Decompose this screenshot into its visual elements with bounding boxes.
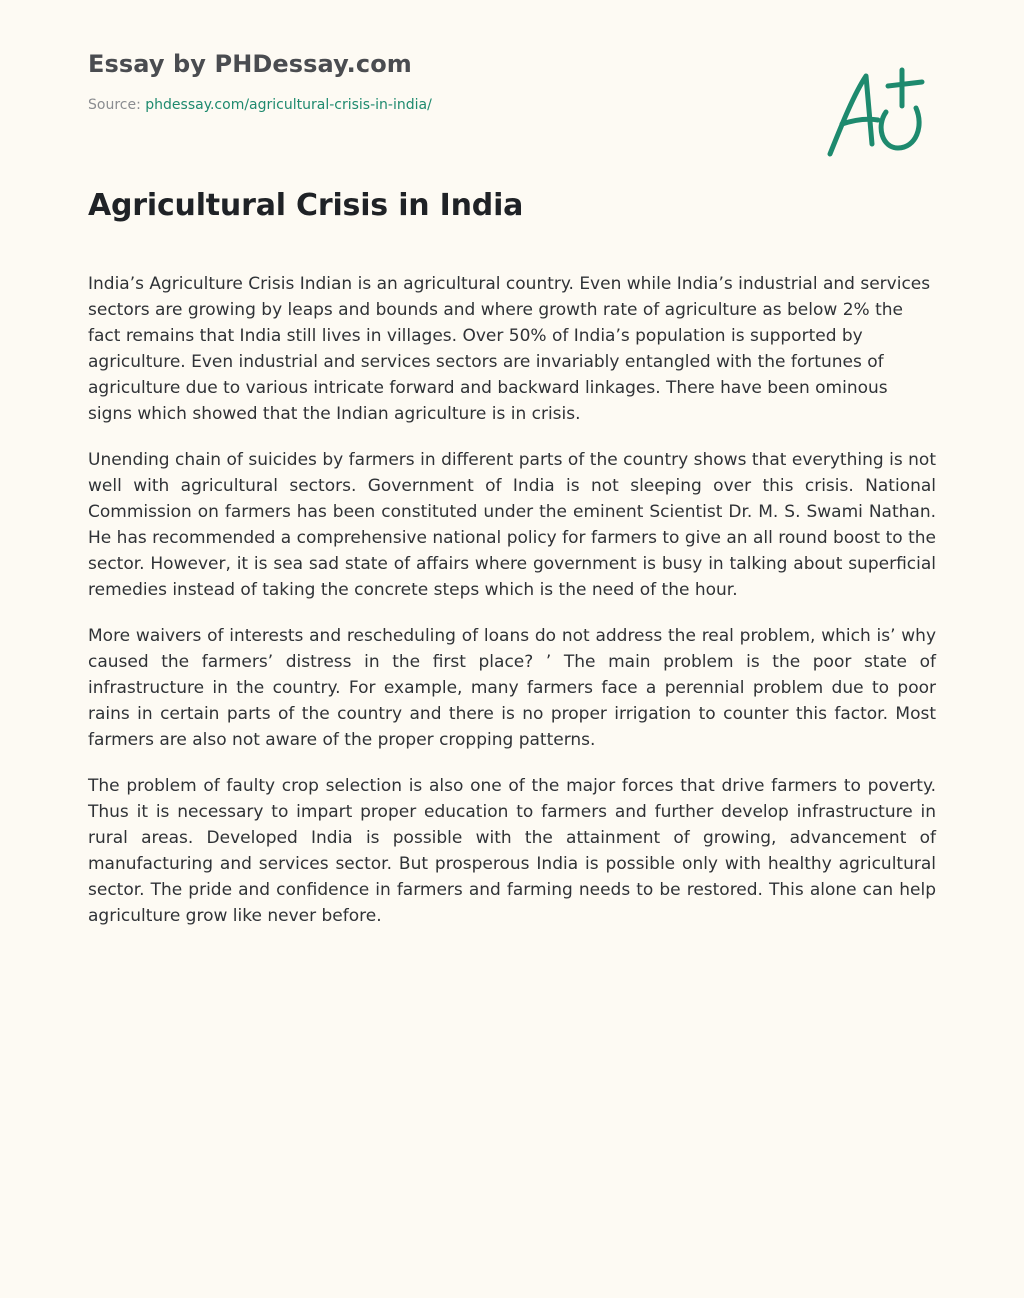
a-plus-logo-icon [820,64,930,162]
essay-paragraph-4: The problem of faulty crop selection is also one of the major forces that drive farmers to poverty. Thus it is necessary to impart proper education to farmers and further develop infrastructure in rural areas. Developed India is possible with the attainment of growing, advancement of manufacturing and services sector. But prosperous India is possible only with healthy agricultural sector. The pride and confidence in farmers and farming needs to be restored. This alone can help agriculture grow like never before. [88,776,936,926]
essay-title: Agricultural Crisis in India [88,188,524,223]
essay-body [88,271,936,949]
source-line [88,97,432,113]
header [88,50,432,113]
source-label: Source: [88,97,141,113]
essay-paragraph-3: More waivers of interests and rescheduling of loans do not address the real problem, which is’ why caused the farmers’ distress in the first place? ’ The main problem is the poor state of infrastructure in the country. For example, many farmers face a perennial problem due to poor rains in certain parts of the country and there is no proper irrigation to counter this factor. Most farmers are also not aware of the proper cropping patterns. [88,626,936,750]
site-title: Essay by PHDessay.com [88,50,412,78]
essay-paragraph-1: India’s Agriculture Crisis Indian is an agricultural country. Even while India’s industrial and services sectors are growing by leaps and bounds and where growth rate of agriculture as below 2% the fact remains that India still lives in villages. Over 50% of India’s population is supported by agriculture. Even industrial and services sectors are invariably entangled with the fortunes of agriculture due to various intricate forward and backward linkages. There have been ominous signs which showed that the Indian agriculture is in crisis. [88,274,931,424]
source-link[interactable]: phdessay.com/agricultural-crisis-in-india/ [145,97,432,113]
essay-paragraph-2: Unending chain of suicides by farmers in different parts of the country shows that everything is not well with agricultural sectors. Government of India is not sleeping over this crisis. National Commission on farmers has been constituted under the eminent Scientist Dr. M. S. Swami Nathan. He has recommended a comprehensive national policy for farmers to give an all round boost to the sector. However, it is sea sad state of affairs where government is busy in talking about superficial remedies instead of taking the concrete steps which is the need of the hour. [88,450,936,600]
